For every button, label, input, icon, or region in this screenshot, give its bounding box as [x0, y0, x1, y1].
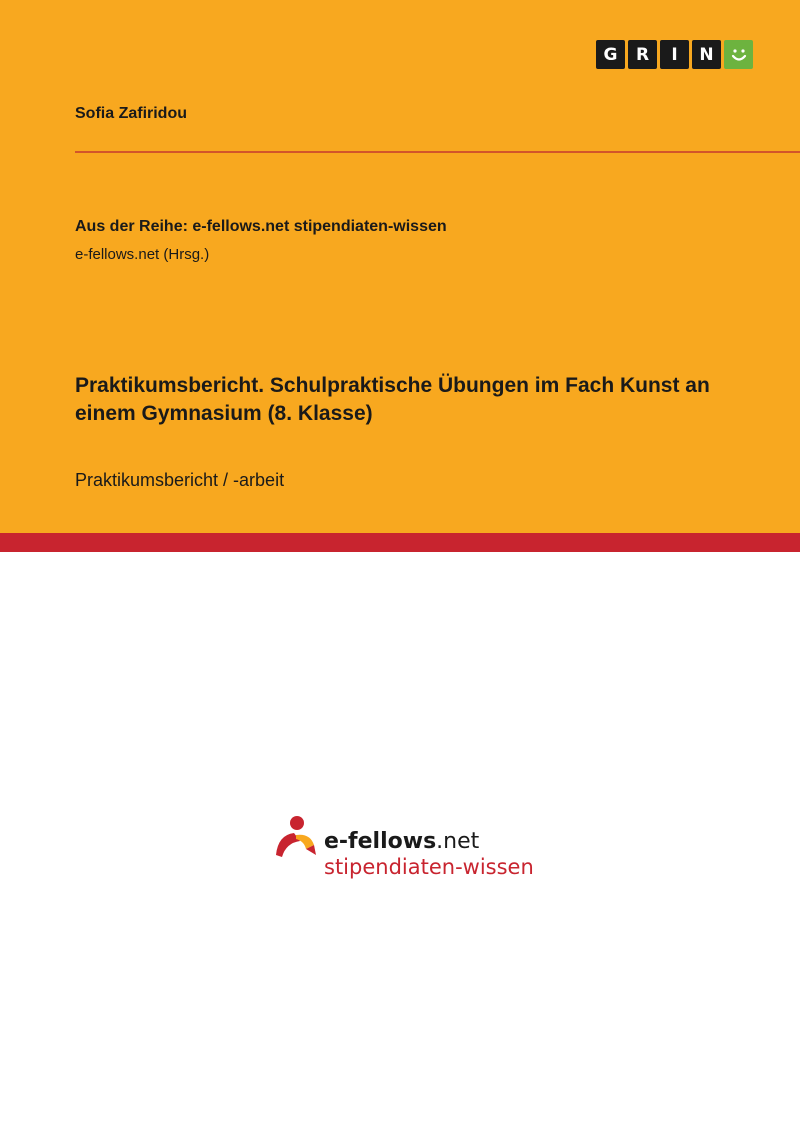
book-title: Praktikumsbericht. Schulpraktische Übungen im Fach Kunst an einem Gymnasium (8. Klasse) — [75, 374, 710, 425]
grin-letter-i: I — [660, 40, 689, 69]
people-mark-icon — [270, 815, 320, 859]
divider-line — [75, 151, 800, 153]
series-label: Aus der Reihe: e-fellows.net stipendiaten-wissen — [75, 218, 447, 235]
author-name: Sofia Zafiridou — [75, 105, 187, 122]
efellows-name-bold: e-fellows — [324, 829, 437, 854]
efellows-name-tld: .net — [436, 829, 480, 854]
document-type: Praktikumsbericht / -arbeit — [75, 470, 285, 490]
grin-letter-r: R — [628, 40, 657, 69]
efellows-name — [324, 829, 479, 854]
editor-label: e-fellows.net (Hrsg.) — [75, 246, 210, 263]
red-stripe — [0, 533, 800, 552]
smiley-icon — [724, 40, 753, 69]
cover-top-panel — [0, 0, 800, 533]
efellows-tagline: stipendiaten-wissen — [324, 855, 534, 879]
grin-letter-g: G — [596, 40, 625, 69]
grin-logo — [596, 40, 753, 70]
efellows-logo — [270, 815, 540, 885]
grin-letter-n: N — [692, 40, 721, 69]
